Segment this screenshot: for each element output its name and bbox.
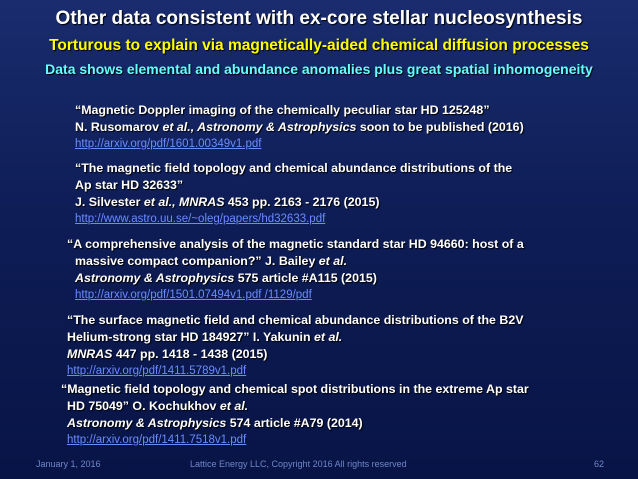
ref1-title: “Magnetic Doppler imaging of the chemically peculiar star HD 125248” <box>75 103 490 117</box>
ref4-title-line2: Helium-strong star HD 184927” I. Yakunin et al. <box>67 330 343 344</box>
ref2-link[interactable]: http://www.astro.uu.se/~oleg/papers/hd32633.pdf <box>75 213 326 225</box>
slide-title: Other data consistent with ex-core stellar nucleosynthesis <box>55 8 583 29</box>
ref1-citation: N. Rusomarov et al., Astronomy & Astrophysics soon to be published (2016) <box>75 120 524 134</box>
reference-5 <box>61 381 529 449</box>
reference-1 <box>75 102 524 153</box>
reference-2 <box>75 160 512 228</box>
ref3-title-line2: massive compact companion?” J. Bailey et al. <box>75 254 348 268</box>
ref4-citation: MNRAS 447 pp. 1418 - 1438 (2015) <box>67 347 268 361</box>
ref4-link[interactable]: http://arxiv.org/pdf/1411.5789v1.pdf <box>67 365 247 377</box>
ref5-citation: Astronomy & Astrophysics 574 article #A79 (2014) <box>67 416 363 430</box>
subtitle-cyan: Data shows elemental and abundance anomalies plus great spatial inhomogeneity <box>45 61 593 77</box>
ref3-link[interactable]: http://arxiv.org/pdf/1501.07494v1.pdf /1129/pdf <box>75 289 312 301</box>
ref2-citation: J. Silvester et al., MNRAS 453 pp. 2163 - 2176 (2015) <box>75 195 380 209</box>
ref1-link[interactable]: http://arxiv.org/pdf/1601.00349v1.pdf <box>75 138 262 150</box>
ref3-title-line1: “A comprehensive analysis of the magnetic standard star HD 94660: host of a <box>67 237 524 251</box>
footer-date: January 1, 2016 <box>36 459 101 469</box>
ref5-title-line1: “Magnetic field topology and chemical spot distributions in the extreme Ap star <box>61 382 529 396</box>
ref4-title-line1: “The surface magnetic field and chemical abundance distributions of the B2V <box>67 313 524 327</box>
footer-copyright: Lattice Energy LLC, Copyright 2016 All rights reserved <box>190 459 407 469</box>
ref5-title-line2: HD 75049” O. Kochukhov et al. <box>67 399 249 413</box>
ref3-citation: Astronomy & Astrophysics 575 article #A115 (2015) <box>75 271 377 285</box>
subtitle-yellow: Torturous to explain via magnetically-aided chemical diffusion processes <box>49 37 589 54</box>
ref5-link[interactable]: http://arxiv.org/pdf/1411.7518v1.pdf <box>67 434 247 446</box>
reference-4 <box>67 312 523 380</box>
footer-page-number: 62 <box>594 459 605 469</box>
ref2-title-line1: “The magnetic field topology and chemical abundance distributions of the <box>75 161 513 175</box>
reference-3 <box>67 236 524 304</box>
ref2-title-line2: Ap star HD 32633” <box>75 178 184 192</box>
